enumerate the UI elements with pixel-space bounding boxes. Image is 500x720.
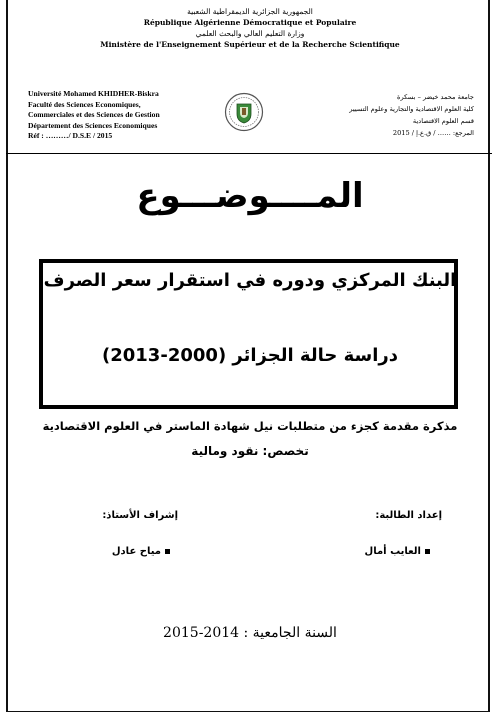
header-titles (0, 6, 500, 50)
specialty: تخصص: نقود ومالية (191, 444, 309, 458)
faculty-ar: كلية العلوم الاقتصادية والتجارية وعلوم التسيير (349, 105, 474, 113)
subject-heading: المــــوضـــوع (136, 176, 364, 216)
department-ar: قسم العلوم الاقتصادية (412, 117, 474, 125)
republic-ar: الجمهورية الجزائرية الديمقراطية الشعبية (187, 7, 313, 16)
university-fr-block (28, 89, 198, 142)
university-name-ar: جامعة محمد خيضر – بسكرة (397, 93, 474, 101)
thesis-title: البنك المركزي ودوره في استقرار سعر الصرف (43, 270, 457, 291)
bullet-icon (425, 549, 430, 554)
student-label: إعداد الطالبة: (375, 510, 442, 521)
university-logo (224, 92, 264, 132)
thesis-description: مذكرة مقدمة كجزء من متطلبات نيل شهادة الماستر في العلوم الاقتصادية (42, 419, 458, 433)
header-divider (6, 153, 492, 154)
ministry-fr: Ministère de l'Enseignement Supérieur et de la Recherche Scientifique (100, 40, 400, 49)
faculty-line-1-fr: Faculté des Sciences Economiques, (28, 99, 141, 109)
republic-fr: République Algérienne Démocratique et Populaire (143, 18, 357, 27)
student-name-row (365, 546, 430, 557)
thesis-subtitle: دراسة حالة الجزائر (2000-2013) (102, 345, 398, 366)
university-ar-block (304, 91, 474, 139)
ministry-ar: وزارة التعليم العالي والبحث العلمي (195, 29, 305, 38)
supervisor-name: مياح عادل (111, 546, 161, 557)
bullet-icon (165, 549, 170, 554)
reference-fr: Réf : ………/ D.S.E / 2015 (28, 131, 113, 140)
supervisor-label: إشراف الأستاذ: (102, 510, 178, 521)
university-name-fr: Université Mohamed KHIDHER-Biskra (28, 89, 159, 98)
department-fr: Département des Sciences Economiques (28, 120, 158, 130)
supervisor-name-row (112, 546, 170, 557)
student-name: العايب أمال (364, 546, 421, 557)
reference-ar: المرجع: …… / ق.ع.إ / 2015 (392, 129, 474, 137)
academic-year: السنة الجامعية : 2014-2015 (163, 625, 337, 641)
faculty-line-2-fr: Commerciales et des Sciences de Gestion (28, 110, 160, 119)
